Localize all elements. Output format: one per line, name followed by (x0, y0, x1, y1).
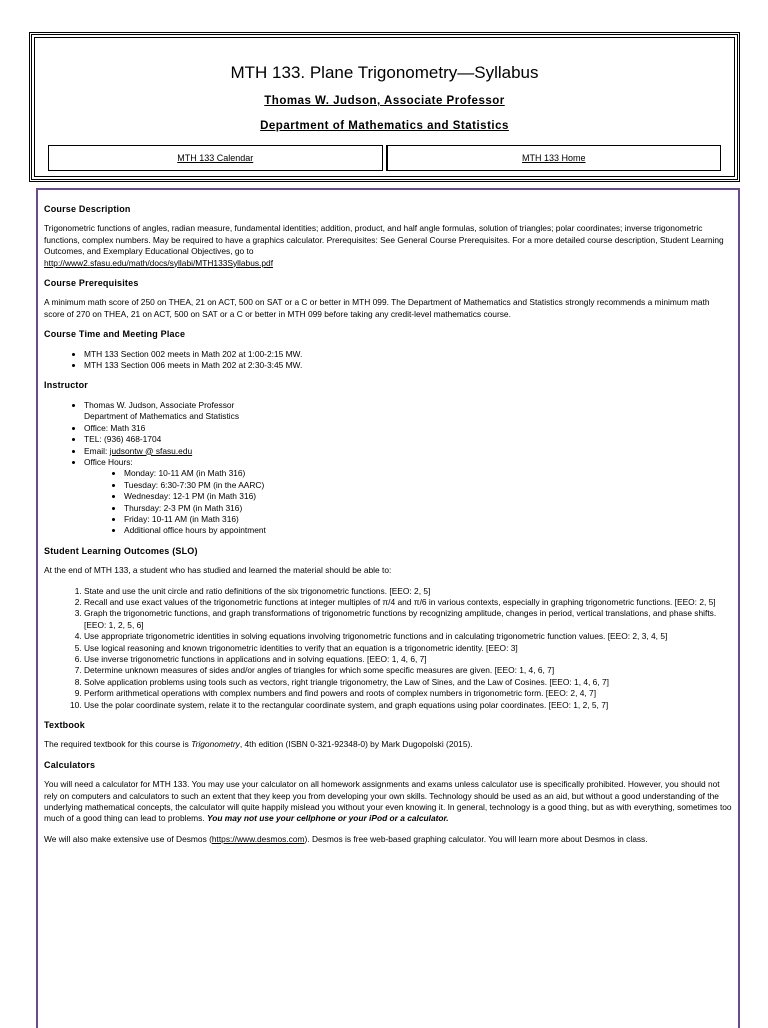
office-hours-list (84, 468, 732, 536)
list-item: 5. Use logical reasoning and known trigonometric identities to verify that an equation is a trigonometric identity. [EEO: 3] (84, 643, 732, 654)
list-item: • Thursday: 2-3 PM (in Math 316) (124, 503, 732, 514)
list-item: • MTH 133 Section 002 meets in Math 202 at 1:00-2:15 MW. (84, 349, 732, 360)
course-description-text: Trigonometric functions of angles, radian measure, fundamental identities; addition, product, and half angle formulas, solution of triangles; polar coordinates; inverse trigonometric functions, complex numbers. May be required to have a graphics calculator. Prerequisites: See General Course Prerequisites. For a more detailed course description, Student Learning Outcomes, and Exemplary Educational Objectives, go to http://www2.sfasu.edu/math/docs/syllabi/MTH133Syllabus.pdf (44, 223, 724, 268)
syllabus-content (36, 188, 740, 1028)
instructor-office: • Office: Math 316 (84, 423, 732, 434)
nav-row (48, 145, 721, 171)
instructor-name: • Thomas W. Judson, Associate Professor Department of Mathematics and Statistics (84, 400, 732, 423)
desmos-text: We will also make extensive use of Desmos (https://www.desmos.com). Desmos is free web-based graphing calculator. You will learn more about Desmos in class. (44, 833, 648, 844)
syllabus-pdf-link[interactable]: http://www2.sfasu.edu/math/docs/syllabi/MTH133Syllabus.pdf (44, 257, 274, 268)
prerequisites-text: A minimum math score of 250 on THEA, 21 on ACT, 500 on SAT or a C or better in MTH 099. The Department of Mathematics and Statistics strongly recommends a minimum math score of 270 on THEA, 21 on ACT, 500 on SAT or a C or better in MTH 099 before taking any credit-level mathematics course. (44, 297, 710, 319)
textbook-text: The required textbook for this course is Trigonometry, 4th edition (ISBN 0-321-92348-0) by Mark Dugopolski (2015). (44, 739, 473, 750)
calculators-text: You will need a calculator for MTH 133. You may use your calculator on all homework assignments and exams unless calculator use is specifically prohibited. However, you should not rely on computers and calculators to such an extent that they keep you from developing your own skills. Technology should be used as an aid, but without a good understanding of the underlying mathematical concepts, the calculator will quite happily mislead you without your even knowing it. In general, technology is a good thing, but as with everything, sometimes too much of a good thing can lead to problems. You may not use your cellphone or your iPod or a calculator. (44, 779, 732, 824)
list-item: • Monday: 10-11 AM (in Math 316) (124, 468, 732, 479)
slo-heading: Student Learning Outcomes (SLO) (44, 545, 198, 556)
list-item: 7. Determine unknown measures of sides and/or angles of triangles for which some specific measures are given. [EEO: 1, 4, 6, 7] (84, 665, 732, 676)
header-box (29, 32, 740, 182)
list-item: • Tuesday: 6:30-7:30 PM (in the AARC) (124, 480, 732, 491)
list-item: • Wednesday: 12-1 PM (in Math 316) (124, 491, 732, 502)
list-item: • Friday: 10-11 AM (in Math 316) (124, 514, 732, 525)
page-title: MTH 133. Plane Trigonometry—Syllabus (230, 63, 539, 82)
slo-list (44, 586, 732, 711)
meeting-list (44, 349, 732, 372)
instructor-tel: • TEL: (936) 468-1704 (84, 434, 732, 445)
list-item: 8. Solve application problems using tools such as vectors, right triangle trigonometry, the Law of Sines, and the Law of Cosines. [EEO: 1, 4, 6, 7] (84, 677, 732, 688)
textbook-heading: Textbook (44, 720, 85, 731)
instructor-list (44, 400, 732, 537)
calculator-warning: You may not use your cellphone or your iPod or a calculator. (206, 813, 449, 824)
list-item: 4. Use appropriate trigonometric identities in solving equations involving trigonometric functions and in calculating trigonometric function values. [EEO: 2, 3, 4, 5] (84, 631, 732, 642)
department-link[interactable]: Department of Mathematics and Statistics (260, 120, 509, 132)
slo-intro: At the end of MTH 133, a student who has studied and learned the material should be able to: (44, 565, 392, 576)
home-link[interactable]: MTH 133 Home (386, 145, 722, 171)
instructor-name-link[interactable]: Thomas W. Judson, Associate Professor (264, 95, 505, 107)
list-item: 9. Perform arithmetical operations with complex numbers and find powers and roots of complex numbers in trigonometric form. [EEO: 2, 4, 7] (84, 688, 732, 699)
instructor-email: • Email: judsontw @ sfasu.edu (84, 446, 732, 457)
list-item: 2. Recall and use exact values of the trigonometric functions at integer multiples of π/4 and π/6 in various contexts, especially in graphing trigonometric functions. [EEO: 2, 5] (84, 597, 732, 608)
email-link[interactable]: judsontw @ sfasu.edu (109, 445, 193, 456)
list-item: • MTH 133 Section 006 meets in Math 202 at 2:30-3:45 MW. (84, 360, 732, 371)
meeting-heading: Course Time and Meeting Place (44, 329, 186, 340)
course-description-heading: Course Description (44, 204, 131, 214)
prerequisites-heading: Course Prerequisites (44, 278, 139, 289)
desmos-link[interactable]: https://www.desmos.com (211, 833, 305, 844)
list-item: 6. Use inverse trigonometric functions in applications and in solving equations. [EEO: 1, 4, 6, 7] (84, 654, 732, 665)
instructor-heading: Instructor (44, 380, 89, 391)
office-hours: • Office Hours: • Monday: 10-11 AM (in Math 316) • Tuesday: 6:30-7:30 PM (in the AARC) • Wednesday: 12-1 PM (in Math 316) • Thursday: 2-3 PM (in Math 316) • Friday: 10-11 AM (in Math 316) • Additional office hours by appointment (84, 457, 732, 537)
calculators-heading: Calculators (44, 759, 96, 770)
list-item: 10. Use the polar coordinate system, relate it to the rectangular coordinate system, and graph equations using polar coordinates. [EEO: 1, 2, 5, 7] (84, 700, 732, 711)
list-item: • Additional office hours by appointment (124, 525, 732, 536)
list-item: 1. State and use the unit circle and ratio definitions of the six trigonometric functions. [EEO: 2, 5] (84, 586, 732, 597)
calendar-link[interactable]: MTH 133 Calendar (48, 145, 383, 171)
list-item: 3. Graph the trigonometric functions, and graph transformations of trigonometric functions by recognizing amplitude, changes in period, vertical translations, and phase shifts. [EEO: 1, 2, 5, 6] (84, 608, 732, 631)
